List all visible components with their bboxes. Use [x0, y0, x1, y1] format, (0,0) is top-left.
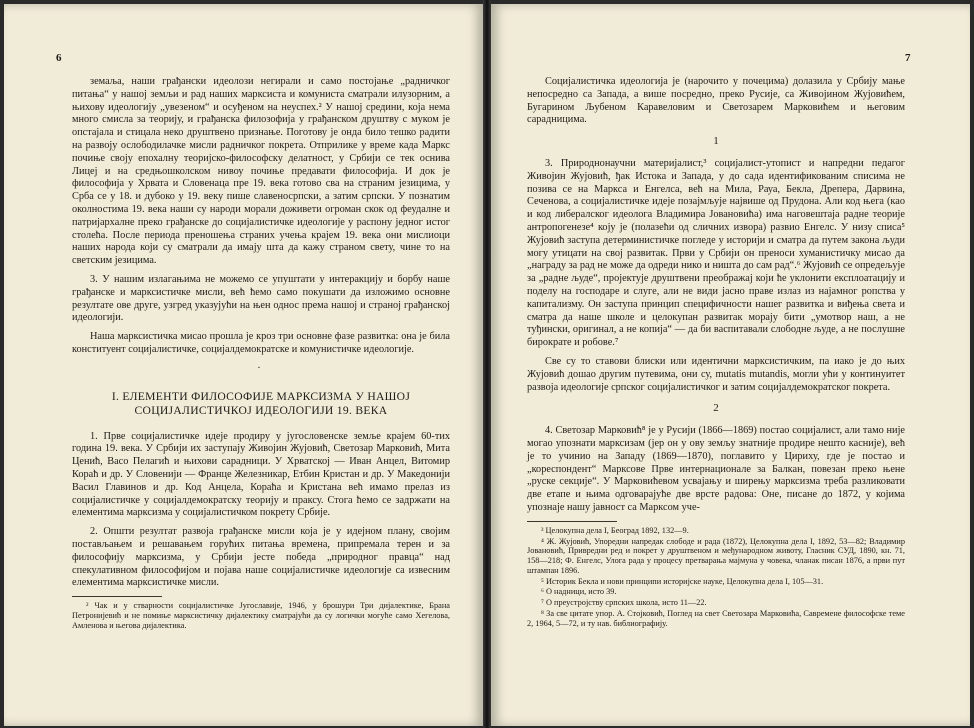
section-number: 2 — [713, 402, 719, 415]
right-body — [527, 76, 905, 630]
paragraph: земаља, наши грађански идеолози негирали и само постојање „радничког питања“ у нашој земљи и рад наших марксиста и комуниста сматрали илузорним, а њихову идеологију „увезеном“ и осуђеном на неуспех.² У нашој средини, која нема много смисла за теорију, и грађанска филозофија у грађанском друштву с муком је опстајала и стицала неко друштвено признање. Поготову је онда било тешко радити на развоју ослободилачке мисли радничког покрета. Отприлике у време када Маркс почиње своју епохалну теоријско-философску делатност, у Србији се тек оснива Лицеј и на средњошколском нивоу почиње предавати философија. И док је философија у Хрвата и Словенаца пре 19. века готово сва на страним језицима, у Срба се у 18. и дубоко у 19. веку пише славеносрпски, а затим српски. У познатим околностима 19. века наши су народи морали доживети огроман скок од феудалне и патријархалне преко грађанске до социјалистичке идеологије у распону једног истог столећа. После периода преношења страних учења крајем 19. века они мислиоци наших народа који су сматрали да имају шта да кажу страном свету, чине то на светским језицима. — [72, 76, 450, 267]
footnote: ⁷ О преустројству српских школа, исто 11—22. — [541, 598, 707, 608]
footnote: ⁶ О надници, исто 39. — [541, 587, 617, 597]
paragraph: Све су то ставови блиски или идентични марксистичким, па иако је до њих Жујовић дошао другим путевима, они су, mutatis mutandis, могли ући у континуитет развоја идеологије српског социјалистичког и затим социјалдемократског покрета. — [527, 355, 905, 393]
footnote: ³ Целокупна дела I, Београд 1892, 132—9. — [541, 525, 689, 535]
footnote: ² Чак и у стварности социјалистичке Југославије, 1946, у брошури Три дијалектике, Брана Петронијевић и не помиње марксистичку дијалектику сматрајући да су логички могуће само Хегелова, Амленова и његова дијалектика. — [72, 601, 450, 630]
paragraph: 3. У нашим излагањима не можемо се упуштати у интеракцију и борбу наше грађанске и марксистичке мисли, већ ћемо само покушати да изложимо основне резултате ове друге, узгред указујући на њен однос према нашој и страној грађанској идеологији. — [72, 273, 450, 324]
right-page — [491, 4, 970, 726]
separator: · — [257, 362, 265, 374]
page-number: 6 — [56, 52, 62, 64]
page-number: 7 — [905, 52, 911, 64]
book-gutter — [483, 0, 491, 728]
footnote: ⁸ За све цитате упор. А. Стојковић, Поглед на свет Светозара Марковића, Савремене философске теме 2, 1964, 5—72, и ту нав. библиографију. — [527, 609, 905, 628]
footnote: ⁵ Историк Бекла и нови принципи историјске науке, Целокупна дела I, 105—31. — [541, 576, 824, 586]
paragraph: Наша марксистичка мисао прошла је кроз три основне фазе развитка: она је била конституент социјалистичке, социјалдемократске и комунистичке идеологије. — [72, 331, 450, 355]
section-number: 1 — [713, 135, 719, 148]
paragraph: 1. Прве социјалистичке идеје продиру у југословенске земље крајем 60-тих година 19. века. У Србији их заступају Живојин Жујовић, Светозар Марковић, Мита Ценић, Васо Пелагић и њихови сарадници. У Хрватској — Иван Анцел, Витомир Кораћ и др. У Словенији — Франце Железникар, Етбин Кристан и др. У Македонији Васил Главинов и др. Код Анцела, Кораћа и Кристана већ имамо прелаз из социјалистичке у социјалдемократску теорију и праксу. Стога ћемо се задржати на елементима марксизма у социјалистичком покрету Србије. — [72, 430, 450, 519]
footnote: ⁴ Ж. Жујовић, Упоредни напредак слободе и рада (1872), Целокупна дела I, 1892, 53—82; Владимир Јовановић, Привредни ред и покрет у друштвеном и међународном животу, Гласник СУД, 1890, кн. 71, 158—218; Ф. Енгелс, Улога рада у процесу претварања мајмуна у човека, чланак писан 1876, а први пут штампан 1896. — [527, 536, 905, 575]
footnote-rule — [527, 521, 617, 522]
left-page — [4, 4, 483, 726]
paragraph: Социјалистичка идеологија је (нарочито у почецима) долазила у Србију мање непосредно са Запада, а више посредно, преко Русије, са Живојином Жујовићем, Бугарином Љубеном Каравеловим и Светозарем Марковићем и његовим сарадницима. — [527, 76, 905, 126]
footnote-rule — [72, 596, 162, 597]
section-heading: I. ЕЛЕМЕНТИ ФИЛОСОФИЈЕ МАРКСИЗМА У НАШОЈ СОЦИЈАЛИСТИЧКОЈ ИДЕОЛОГИЈИ 19. ВЕКА — [111, 389, 411, 418]
paragraph: 3. Природнонаучни материјалист,³ социјалист-утопист и напредни педагог Живојин Жујовић, ђак Истока и Запада, у до сада идентификованим списима не позива се на Маркса и Енгелса, већ на Мила, Рауа, Бекла, Дрепера, Дарвина, Сеченова, а социјалистичке идеје позајмљује највише од Прудона. Али код њега (као и код либералског идеолога Владимира Јовановића) има наговештаја радне теорије антропогенезе⁴ коју је (полазећи од сличних извора) развио Енгелс. У низу списа⁵ Жујовић заступа детерминистичке погледе у историји и сматра да путем закона људи могу утицати на свој развитак. Први у Србији он преноси хуманистичку мисао да „награду за рад не може да одреди нико и ништа до сам рад“.⁶ Жујовић се опредељује за „радне људе“, пројектује друштвени преображај који ће уклонити експлоатацију и поделу на господаре и слуге, али не види јасно праве излаз из најамног ропства у капитализму. Он заступа принцип специфичности нашег развитка и виђења света и сматра да наше школе и целокупан развитак морају бити „умотвор наш, а не туђински, оригинал, а не копија“ — да би васпитавали слободне људе, а не послушне бирократе и робове.⁷ — [527, 157, 905, 349]
paragraph: 2. Општи резултат развоја грађанске мисли која је у идејном плану, својим постављањем и решавањем горућих питања времена, припремала терен и за философију марксизма, у Србији јесте победа „природног правца“ над спекулативном философијом и појава наше социјалистичке идеологије са извесним елементима марксистичке мисли. — [72, 526, 450, 589]
left-body — [72, 76, 450, 631]
paragraph: 4. Светозар Марковић⁸ је у Русији (1866—1869) постао социјалист, али тамо није могао упознати марксизам (јер он у ову земљу знатније продире нешто касније), већ је то учинио на Западу (1869—1870), поглавито у Цириху, где је постао и „кореспондент“ Марксове Прве интернационале за Балкан, повезан преко њене „руске секције“. У Марковићевом усвајању и ширењу марксизма треба разликовати две етапе и њима одговарајуће две врсте радова: Оне, писане до 1872, у којима упознаје нашу јавност са Марксом уче- — [527, 425, 905, 513]
